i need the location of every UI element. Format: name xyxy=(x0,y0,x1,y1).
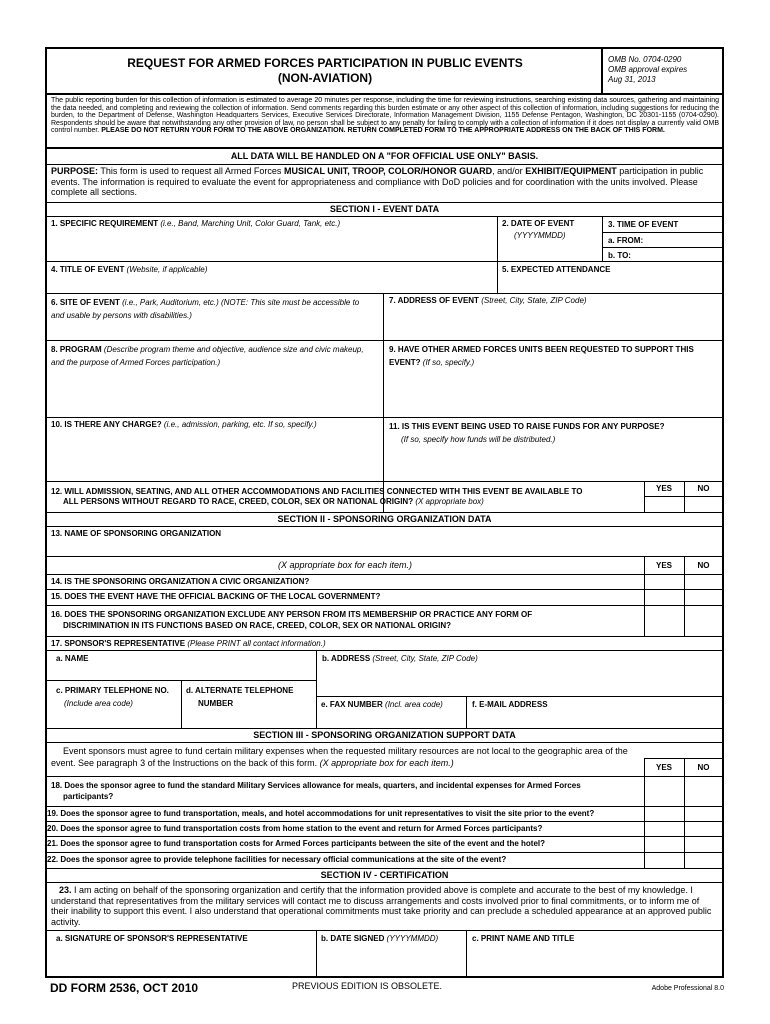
field-17b-hint: (Street, City, State, ZIP Code) xyxy=(372,654,478,663)
burden-bottom-rule xyxy=(46,147,723,149)
purpose-bold-1: MUSICAL UNIT, TROOP, COLOR/HONOR GUARD xyxy=(283,166,493,176)
section-2-title: SECTION II - SPONSORING ORGANIZATION DATA xyxy=(277,514,492,524)
divider xyxy=(46,526,723,527)
field-17-label: 17. SPONSOR'S REPRESENTATIVE xyxy=(51,639,186,648)
field-19-site-visit: 19. Does the sponsor agree to fund transportation, meals, and hotel accommodations for unit representatives to visit the site prior to the event? xyxy=(47,809,595,818)
field-1-label: 1. SPECIFIC REQUIREMENT xyxy=(51,219,159,228)
field-23a-signature[interactable]: a. SIGNATURE OF SPONSOR'S REPRESENTATIVE xyxy=(56,934,248,943)
field-5-expected-attendance[interactable]: 5. EXPECTED ATTENDANCE xyxy=(502,265,611,274)
no-header: NO xyxy=(697,484,710,493)
field-22-no-checkbox[interactable] xyxy=(685,853,722,867)
field-2-date-of-event[interactable] xyxy=(502,219,598,261)
section-1-title: SECTION I - EVENT DATA xyxy=(329,204,440,214)
field-18-no-checkbox[interactable] xyxy=(685,777,722,805)
intro-line-2: event. See paragraph 3 of the Instructions on the back of this form. xyxy=(51,758,318,768)
divider xyxy=(46,821,723,822)
purpose-label: PURPOSE: xyxy=(51,166,99,176)
omb-approval: OMB approval expires xyxy=(608,65,688,74)
field-8-program[interactable] xyxy=(51,343,371,415)
field-4-hint: (Website, if applicable) xyxy=(126,265,208,274)
field-17e-label: e. FAX NUMBER xyxy=(321,700,383,709)
yes-header: YES xyxy=(655,763,672,772)
yes-header: YES xyxy=(655,561,672,570)
field-16-label-1: 16. DOES THE SPONSORING ORGANIZATION EXCLUDE ANY PERSON FROM ITS MEMBERSHIP OR PRACTICE ANY FORM OF xyxy=(51,610,533,619)
field-14-no-checkbox[interactable] xyxy=(685,575,722,588)
divider xyxy=(602,216,603,261)
section-3-title: SECTION III - SPONSORING ORGANIZATION SUPPORT DATA xyxy=(253,730,516,740)
title-line-1: REQUEST FOR ARMED FORCES PARTICIPATION IN PUBLIC EVENTS xyxy=(127,56,523,70)
divider xyxy=(46,806,723,807)
burden-text: The public reporting burden for this collection of information is estimated to average 20 minutes per response, including the time for reviewing instructions, searching existing data sources, gathering and maintaining the data needed, and completing and reviewing the collection of information. Send comments regarding this burden estimate or any other aspect of this collection of information, including suggestions for reducing the burden, to the Department of Defense, Washington Headquarters Services, Executive Services Directorate, Information Management Division, 1155 Defense Pentagon, Washington, DC 20301-1155 (0704-0290). Respondents should be aware that notwithstanding any other provision of law, no person shall be subject to any penalty for failing to comply with a collection of information if it does not display a currently valid OMB control number. xyxy=(51,97,719,135)
divider xyxy=(46,512,723,513)
divider xyxy=(466,930,467,978)
field-17-hint: (Please PRINT all contact information.) xyxy=(187,639,326,648)
field-9-hint: (If so, specify.) xyxy=(422,358,475,367)
sec1-top-rule xyxy=(46,202,723,203)
field-6-hint: (i.e., Park, Auditorium, etc.) (NOTE: This site must be accessible to and usable by persons with disabilities.) xyxy=(51,298,360,320)
title-line-2: (NON-AVIATION) xyxy=(277,71,373,85)
field-15-local-government: 15. DOES THE EVENT HAVE THE OFFICIAL BACKING OF THE LOCAL GOVERNMENT? xyxy=(51,592,381,601)
field-1-specific-requirement[interactable] xyxy=(51,219,491,261)
divider xyxy=(46,574,723,575)
divider xyxy=(602,247,723,248)
purpose-text-1: This form is used to request all Armed Forces xyxy=(100,166,282,176)
divider xyxy=(181,680,182,728)
obsolete-notice: PREVIOUS EDITION IS OBSOLETE. xyxy=(292,981,443,991)
field-10-any-charge[interactable] xyxy=(51,420,371,480)
field-22-yes-checkbox[interactable] xyxy=(645,853,683,867)
field-17c-label: c. PRIMARY TELEPHONE NO. xyxy=(56,686,169,695)
field-23-text: I am acting on behalf of the sponsoring organization and certify that the information provided above is complete and accurate to the best of my knowledge. I understand that representatives from the military services will contact me to discuss arrangements and costs involved prior to final commitments, or to inform me of their inability to support this event. I also understand that operational commitments must take priority and can preclude a scheduled appearance at an approved public activity. xyxy=(51,885,712,927)
divider xyxy=(46,868,723,869)
field-19-no-checkbox[interactable] xyxy=(685,807,722,820)
field-7-hint: (Street, City, State, ZIP Code) xyxy=(481,296,587,305)
omb-date: Aug 31, 2013 xyxy=(608,75,656,84)
divider xyxy=(46,742,723,743)
field-21-hotel-transport: 21. Does the sponsor agree to fund transportation costs for Armed Forces participants between the site of the event and the hotel? xyxy=(47,839,546,848)
field-17d-label-2: NUMBER xyxy=(198,699,234,708)
field-23-number: 23. xyxy=(59,885,72,895)
field-17e-fax[interactable] xyxy=(321,700,464,726)
purpose-text-2: , and/or xyxy=(492,166,523,176)
no-header: NO xyxy=(697,763,710,772)
field-16-yes-checkbox[interactable] xyxy=(645,606,683,635)
header-bottom-rule xyxy=(46,93,723,95)
field-12-hint: (X appropriate box) xyxy=(415,497,484,506)
sec1-title-rule xyxy=(46,216,723,217)
field-12-label-2: ALL PERSONS WITHOUT REGARD TO RACE, CREED, COLOR, SEX OR NATIONAL ORIGIN? xyxy=(63,497,414,506)
field-21-no-checkbox[interactable] xyxy=(685,837,722,851)
burden-statement xyxy=(51,97,719,135)
field-17b-address[interactable] xyxy=(322,654,719,694)
field-11-label: 11. IS THIS EVENT BEING USED TO RAISE FUNDS FOR ANY PURPOSE? xyxy=(389,422,665,431)
field-10-label: 10. IS THERE ANY CHARGE? xyxy=(51,420,162,429)
divider xyxy=(316,696,723,697)
field-12-no-checkbox[interactable] xyxy=(685,497,722,511)
field-23b-date-signed[interactable] xyxy=(321,934,464,976)
divider xyxy=(46,882,723,883)
intro-line-1: Event sponsors must agree to fund certain military expenses when the requested military resources are not local to the geographic area of the xyxy=(63,746,628,756)
x-box-instruction: (X appropriate box for each item.) xyxy=(277,560,413,570)
field-17c-hint: (Include area code) xyxy=(64,699,133,708)
field-4-title-of-event[interactable] xyxy=(51,265,491,292)
field-17a-name[interactable]: a. NAME xyxy=(56,654,89,663)
divider xyxy=(46,556,723,557)
field-16-discrimination xyxy=(51,609,641,631)
divider xyxy=(46,261,723,262)
field-4-label: 4. TITLE OF EVENT xyxy=(51,265,125,274)
form-title xyxy=(60,56,590,86)
divider xyxy=(644,758,723,759)
field-7-label: 7. ADDRESS OF EVENT xyxy=(389,296,479,305)
field-23-certification xyxy=(51,885,719,927)
divider xyxy=(46,728,723,729)
purpose-bold-2: EXHIBIT/EQUIPMENT xyxy=(525,166,617,176)
field-9-other-units[interactable] xyxy=(389,343,719,415)
divider xyxy=(46,417,723,418)
field-16-label-2: DISCRIMINATION IN ITS FUNCTIONS BASED ON RACE, CREED, COLOR, SEX OR NATIONAL ORIGIN? xyxy=(63,621,452,630)
field-23b-label: b. DATE SIGNED xyxy=(321,934,385,943)
section-4-title: SECTION IV - CERTIFICATION xyxy=(320,870,449,880)
field-21-yes-checkbox[interactable] xyxy=(645,837,683,851)
field-17c-primary-phone[interactable] xyxy=(56,684,180,726)
field-8-hint: (Describe program theme and objective, audience size and civic makeup, and the purpose of Armed Forces participation.) xyxy=(51,345,364,367)
field-2-label: 2. DATE OF EVENT xyxy=(502,219,575,228)
field-18-yes-checkbox[interactable] xyxy=(645,777,683,805)
field-17-sponsor-rep xyxy=(51,639,719,649)
purpose-statement xyxy=(51,166,719,198)
omb-number: OMB No. 0704-0290 xyxy=(608,55,682,64)
field-23b-hint: (YYYYMMDD) xyxy=(386,934,439,943)
divider xyxy=(46,605,723,606)
field-13-sponsoring-org-name[interactable]: 13. NAME OF SPONSORING ORGANIZATION xyxy=(51,529,222,538)
divider xyxy=(46,589,723,590)
divider xyxy=(602,232,723,233)
field-6-site-of-event[interactable] xyxy=(51,296,371,338)
field-18-meals-allowance xyxy=(51,780,641,802)
field-18-label-1: 18. Does the sponsor agree to fund the standard Military Services allowance for meals, quarters, and incidental expenses for Armed Forces xyxy=(51,781,581,790)
divider xyxy=(46,293,723,294)
field-20-yes-checkbox[interactable] xyxy=(645,822,683,835)
section-3-intro xyxy=(51,745,719,769)
divider xyxy=(46,650,723,651)
field-12-yes-checkbox[interactable] xyxy=(645,497,683,511)
divider xyxy=(46,930,723,931)
field-12-label-1: 12. WILL ADMISSION, SEATING, AND ALL OTHER ACCOMMODATIONS AND FACILITIES CONNECTED WITH THIS EVENT BE AVAILABLE TO xyxy=(51,487,583,496)
field-7-address-of-event[interactable] xyxy=(389,296,719,338)
field-14-civic-org: 14. IS THE SPONSORING ORGANIZATION A CIVIC ORGANIZATION? xyxy=(51,577,310,586)
field-10-hint: (i.e., admission, parking, etc. If so, specify.) xyxy=(163,420,317,429)
field-3-label: 3. TIME OF EVENT xyxy=(608,220,679,229)
divider xyxy=(466,696,467,728)
field-3a-time-from[interactable]: a. FROM: xyxy=(608,236,644,245)
form-number: DD FORM 2536, OCT 2010 xyxy=(50,981,199,995)
field-23c-print-name[interactable]: c. PRINT NAME AND TITLE xyxy=(472,934,575,943)
divider xyxy=(46,852,723,853)
divider xyxy=(497,216,498,293)
no-header: NO xyxy=(697,561,710,570)
field-3b-time-to[interactable]: b. TO: xyxy=(608,251,631,260)
divider xyxy=(316,650,317,728)
omb-block xyxy=(608,55,720,85)
purpose-text-3: participation in public events. The information is required to evaluate the event for appropriateness and compliance with DoD policies and for coordination with the units involved. Please complete all sections. xyxy=(51,166,704,197)
field-19-yes-checkbox[interactable] xyxy=(645,807,683,820)
field-11-raise-funds[interactable] xyxy=(389,420,719,480)
divider xyxy=(46,776,723,777)
divider xyxy=(46,836,723,837)
divider xyxy=(46,636,723,637)
fouo-notice: ALL DATA WILL BE HANDLED ON A "FOR OFFICIAL USE ONLY" BASIS. xyxy=(230,151,539,161)
burden-return-notice: PLEASE DO NOT RETURN YOUR FORM TO THE ABOVE ORGANIZATION. RETURN COMPLETED FORM TO THE APPROPRIATE ADDRESS ON THE BACK OF THIS FORM. xyxy=(101,127,665,135)
field-17f-email[interactable]: f. E-MAIL ADDRESS xyxy=(472,700,548,709)
field-17b-label: b. ADDRESS xyxy=(322,654,371,663)
field-18-label-2: participants? xyxy=(63,792,114,801)
field-17e-hint: (Incl. area code) xyxy=(385,700,443,709)
field-17d-alt-phone[interactable] xyxy=(186,684,314,726)
adobe-version: Adobe Professional 8.0 xyxy=(651,985,724,992)
field-20-no-checkbox[interactable] xyxy=(685,822,722,835)
intro-line-2-hint: (X appropriate box for each item.) xyxy=(319,758,454,768)
divider xyxy=(316,930,317,978)
field-15-no-checkbox[interactable] xyxy=(685,590,722,604)
field-20-home-station: 20. Does the sponsor agree to fund transportation costs from home station to the event and return for Armed Forces participants? xyxy=(47,824,543,833)
divider xyxy=(46,481,723,482)
field-1-hint: (i.e., Band, Marching Unit, Color Guard, Tank, etc.) xyxy=(160,219,341,228)
field-9-label: 9. HAVE OTHER ARMED FORCES UNITS BEEN REQUESTED TO SUPPORT THIS EVENT? xyxy=(389,345,694,367)
omb-divider xyxy=(601,48,603,93)
fouo-bottom-rule xyxy=(46,164,723,165)
field-2-hint: (YYYYMMDD) xyxy=(514,231,566,240)
field-17d-label-1: d. ALTERNATE TELEPHONE xyxy=(186,686,294,695)
field-22-telephone: 22. Does the sponsor agree to provide telephone facilities for necessary official communications at the site of the event? xyxy=(47,855,507,864)
field-16-no-checkbox[interactable] xyxy=(685,606,722,635)
field-11-hint: (If so, specify how funds will be distributed.) xyxy=(401,435,556,444)
divider xyxy=(383,293,384,512)
field-15-yes-checkbox[interactable] xyxy=(645,590,683,604)
yes-header: YES xyxy=(655,484,672,493)
divider xyxy=(46,340,723,341)
field-6-label: 6. SITE OF EVENT xyxy=(51,298,120,307)
field-12-accommodations xyxy=(51,487,643,507)
field-14-yes-checkbox[interactable] xyxy=(645,575,683,588)
field-8-label: 8. PROGRAM xyxy=(51,345,102,354)
